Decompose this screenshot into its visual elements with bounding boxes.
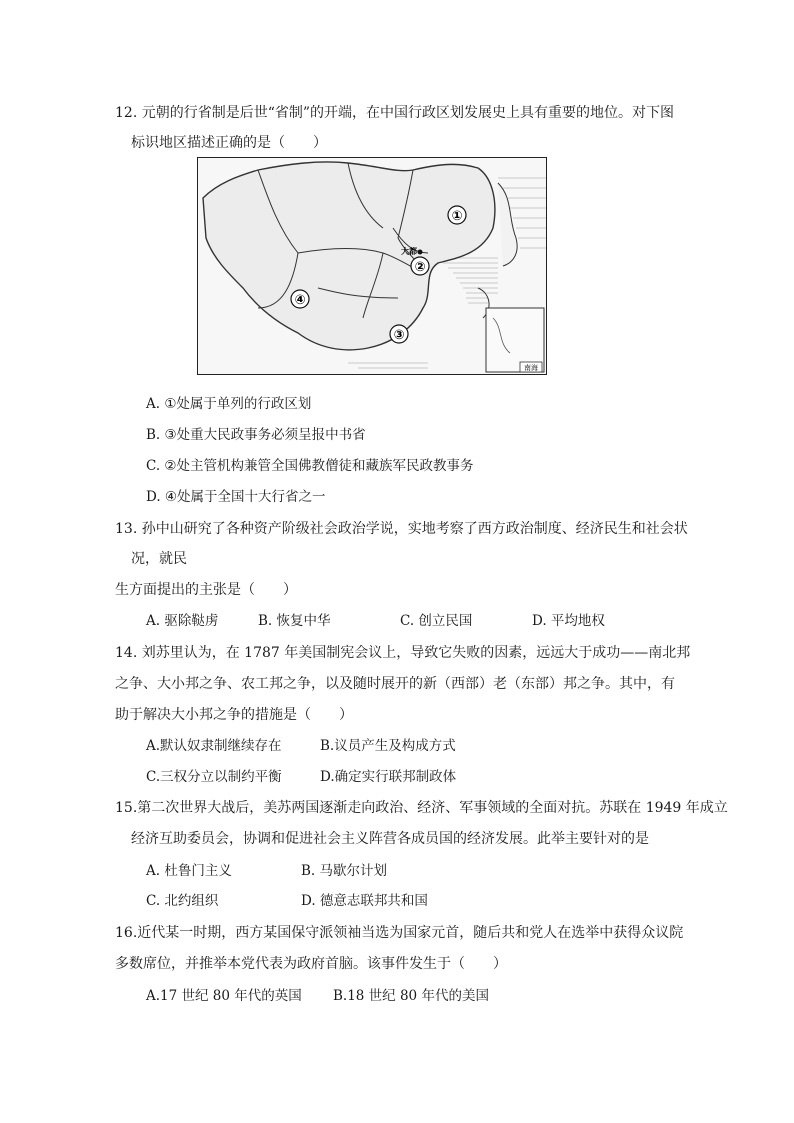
q14-option-d: D.确定实行联邦制政体 (320, 769, 457, 785)
q13-option-d: D. 平均地权 (532, 613, 605, 629)
q13-stem-line2: 况，就民 (131, 551, 187, 567)
q13-stem-line3: 生方面提出的主张是（ ） (115, 582, 297, 598)
q12-stem-line2: 标识地区描述正确的是（ ） (131, 135, 327, 151)
q16-option-b: B.18 世纪 80 年代的美国 (333, 988, 489, 1004)
q15-stem-line1: 15.第二次世界大战后，美苏两国逐渐走向政治、经济、军事领域的全面对抗。苏联在 1949 年成立 (115, 800, 728, 816)
q13-option-c: C. 创立民国 (400, 613, 473, 629)
q16-option-a: A.17 世纪 80 年代的英国 (146, 988, 302, 1004)
marker-3: ③ (393, 328, 405, 343)
q15-option-a: A. 杜鲁门主义 (146, 863, 232, 879)
q15-option-c: C. 北约组织 (146, 893, 219, 909)
q13-stem-line1: 13. 孙中山研究了各种资产阶级社会政治学说，实地考察了西方政治制度、经济民生和社会状 (115, 521, 688, 537)
q14-stem-line2: 之争、大小邦之争、农工邦之争，以及随时展开的新（西部）老（东部）邦之争。其中，有 (115, 676, 675, 692)
q16-stem-line2: 多数席位，并推举本党代表为政府首脑。该事件发生于（ ） (115, 956, 507, 972)
q14-stem-line3: 助于解决大小邦之争的措施是（ ） (115, 707, 353, 723)
q12-option-d: D. ④处属于全国十大行省之一 (146, 489, 326, 505)
marker-1: ① (451, 209, 463, 224)
q13-option-a: A. 驱除鞑虏 (146, 613, 219, 629)
q14-option-a: A.默认奴隶制继续存在 (146, 738, 282, 754)
q16-stem-line1: 16.近代某一时期，西方某国保守派领袖当选为国家元首，随后共和党人在选举中获得众议院 (115, 925, 684, 941)
yuan-dynasty-map (197, 157, 547, 375)
q15-option-b: B. 马歇尔计划 (301, 863, 388, 879)
q14-stem-line1: 14. 刘苏里认为，在 1787 年美国制宪会议上，导致它失败的因素，远远大于成功——南北邦 (115, 645, 691, 661)
q14-option-c: C.三权分立以制约平衡 (146, 769, 282, 785)
q13-option-b: B. 恢复中华 (258, 613, 331, 629)
q14-option-b: B.议员产生及构成方式 (320, 738, 456, 754)
q12-option-a: A. ①处属于单列的行政区划 (146, 396, 312, 412)
q12-option-c: C. ②处主管机构兼管全国佛教僧徒和藏族军民政教事务 (146, 458, 474, 474)
inset-label: 南海 (524, 364, 538, 372)
marker-2: ② (414, 260, 426, 275)
q12-option-b: B. ③处重大民政事务必须呈报中书省 (146, 427, 366, 443)
q12-stem-line1: 12. 元朝的行省制是后世“省制”的开端，在中国行政区划发展史上具有重要的地位。对下图 (115, 105, 675, 121)
map-drawing (198, 158, 546, 374)
q15-option-d: D. 德意志联邦共和国 (301, 893, 428, 909)
city-label: 大都 (401, 247, 417, 256)
marker-4: ④ (294, 293, 306, 308)
q15-stem-line2: 经济互助委员会，协调和促进社会主义阵营各成员国的经济发展。此举主要针对的是 (131, 831, 649, 847)
